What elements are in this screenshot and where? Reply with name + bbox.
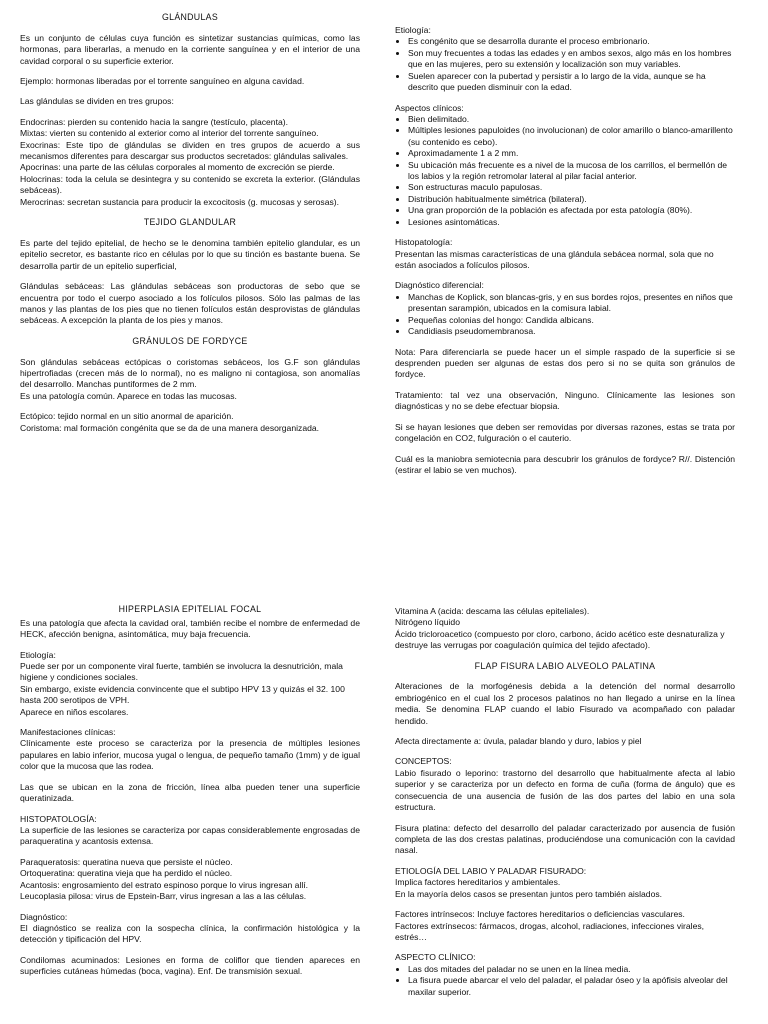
paragraph-nota: Nota: Para diferenciarla se puede hacer un el simple raspado de la superficie si se desprenden pueden ser algunas de estas dos pero si no se quita son gránulos de fordyce. xyxy=(395,346,735,380)
manifestaciones-block xyxy=(20,727,360,773)
paragraph-tratamiento: Tratamiento: tal vez una observación, Ninguno. Clínicamente las lesiones son diagnósticas y no se debe efectuar biopsia. xyxy=(395,389,735,412)
text-coristoma: Coristoma: mal formación congénita que se da de una manera desorganizada. xyxy=(20,422,320,433)
paragraph-grupos: Las glándulas se dividen en tres grupos: xyxy=(20,96,174,107)
histopatologia-block xyxy=(20,814,360,848)
text-ectopico: Ectópico: tejido normal en un sitio anormal de aparición. xyxy=(20,411,234,422)
text-labio-fisurado: Labio fisurado o leporino: trastorno del desarrollo que habitualmente afecta al labio superior y se caracteriza por un defecto en forma de cuña (forma de ángulo) que es consecuencia de una ausencia de fusión de las dos partes del labio en una sola estructura. xyxy=(395,767,735,813)
text-vitamina-a: Vitamina A (acida: descama las células epiteliales). xyxy=(395,606,590,616)
list-diagnostico xyxy=(395,292,735,338)
text-histopatologia: Presentan las mismas características de una glándula sebácea normal, sola que no están asociados a folículos pilosos. xyxy=(395,248,714,271)
heading-tejido-glandular: TEJIDO GLANDULAR xyxy=(143,217,237,228)
list-item: • La fisura puede abarcar el velo del paladar, el paladar óseo y la apófisis alveolar del maxilar superior. xyxy=(408,975,735,998)
text-etiologia-1: Implica factores hereditarios y ambientales. xyxy=(395,877,561,888)
column-fordyce-clinica xyxy=(395,25,735,485)
factores-block xyxy=(395,909,735,943)
text-diagnostico: El diagnóstico se realiza con la sospecha clínica, la confirmación histológica y la detección y tipificación del HPV. xyxy=(20,922,360,945)
label-aspectos-clinicos: Aspectos clínicos: xyxy=(395,102,464,113)
list-item: • Distribución habitualmente simétrica (bilateral). xyxy=(408,194,735,205)
text-paraqueratosis: Paraqueratosis: queratina nueva que persiste el núcleo. xyxy=(20,856,233,867)
text-manifestaciones: Clínicamente este proceso se caracteriza por la presencia de múltiples lesiones papulares en labio inferior, mucosa yugal o lengua, de pequeño tamaño (1mm) y de igual color que la mucosa que las rodea. xyxy=(20,738,360,772)
text-etiologia-2: Sin embargo, existe evidencia convincente que el subtipo HPV 13 y quizás el 32. 100 hasta 200 serotipos de VPH. xyxy=(20,683,345,706)
list-item: • Candidiasis pseudomembranosa. xyxy=(408,326,735,337)
label-diagnostico-diferencial: Diagnóstico diferencial: xyxy=(395,280,484,291)
etiologia-block xyxy=(395,866,735,900)
heading-glandulas: GLÁNDULAS xyxy=(162,12,218,22)
list-item: • Pequeñas colonias del hongo: Candida albicans. xyxy=(408,315,735,326)
list-aspecto-clinico xyxy=(395,964,735,998)
diagnostico-block xyxy=(20,912,360,946)
paragraph-condilomas: Condilomas acuminados: Lesiones en forma de coliflor que tienden apareces en superficies cutáneas húmedas (boca, vagina). Enf. De transmisión sexual. xyxy=(20,954,360,977)
text-ortoqueratina: Ortoqueratina: queratina vieja que ha perdido el núcleo. xyxy=(20,868,233,879)
text-etiologia-1: Puede ser por un componente viral fuerte, también se involucra la desnutrición, mala higiene y condiciones sociales. xyxy=(20,660,343,683)
column-hiperplasia xyxy=(20,604,360,987)
list-item: • Su ubicación más frecuente es a nivel de la mucosa de los carrillos, el bermellón de los labios y la región retromolar lateral al pilar facial anterior. xyxy=(408,160,735,183)
text-nitrogeno: Nitrógeno líquido xyxy=(395,617,460,628)
label-aspecto-clinico: ASPECTO CLÍNICO: xyxy=(395,952,476,963)
list-item: • Múltiples lesiones papuloides (no involucionan) de color amarillo o blanco-amarillento (su contenido es cebo). xyxy=(408,125,735,148)
paragraph-sebaceas: Glándulas sebáceas: Las glándulas sebáceas son productoras de sebo que se encuentra por todo el cuerpo asociado a los folículos pilosos. Sólo las palmas de las manos y las plantas de los pies que no tienen folículos están desprovistas de glándulas sebáceas. A excepción la planta de los pies y manos. xyxy=(20,281,360,326)
text-merocrinas: Merocrinas: secretan sustancia para producir la excocitosis (g. mucosas y serosas). xyxy=(20,196,340,207)
label-etiologia: Etiología: xyxy=(395,25,431,35)
heading-flap: FLAP FISURA LABIO ALVEOLO PALATINA xyxy=(474,660,656,671)
paragraph-definicion: Es una patología que afecta la cavidad oral, también recibe el nombre de enfermedad de HECK, afección benigna, asintomática, muy baja frecuencia. xyxy=(20,617,360,640)
paragraph-comun: Es una patología común. Aparece en todas las mucosas. xyxy=(20,390,237,401)
column-glandulas xyxy=(20,12,360,443)
histopatologia-block xyxy=(395,237,735,271)
list-item: • Las dos mitades del paladar no se unen en la línea media. xyxy=(408,964,735,975)
column-flap xyxy=(395,606,735,1007)
list-item: • Una gran proporción de la población es afectada por esta patología (80%). xyxy=(408,205,735,216)
list-item: • Bien delimitado. xyxy=(408,114,735,125)
text-acido: Ácido tricloroacetico (compuesto por cloro, carbono, ácido acético este desnaturaliza y destruye las verrugas por coagulación química del tejido afectado). xyxy=(395,628,725,651)
text-leucoplasia: Leucoplasia pilosa: virus de Epstein-Barr, virus ingresan a las a las células. xyxy=(20,891,307,902)
heading-granulos-fordyce: GRÁNULOS DE FORDYCE xyxy=(132,335,248,346)
paragraph-definicion: Es un conjunto de células cuya función es sintetizar sustancias químicas, como las hormonas, para liberarlas, a menudo en la corriente sanguínea y en el interior de una cavidad corporal o su superficie exterior. xyxy=(20,32,360,66)
paragraph-alteraciones: Alteraciones de la morfogénesis debida a la detención del normal desarrollo embriogénico en el cual los 2 procesos palatinos no han llegado a unirse en la línea media. Se denomina FLAP cuando el labio Fisurado va acompañado con paladar hendido. xyxy=(395,681,735,726)
label-histopatologia: HISTOPATOLOGÍA: xyxy=(20,813,97,824)
text-histopatologia: La superficie de las lesiones se caracteriza por capas considerablemente engrosadas de paraqueratina y acantosis extensa. xyxy=(20,825,360,847)
definitions-block xyxy=(20,411,360,434)
text-exocrinas: Exocrinas: Este tipo de glándulas se dividen en tres grupos de acuerdo a sus mecanismos diferentes para descargar sus productos secretados: glándulas salivales. xyxy=(20,139,360,162)
label-conceptos: CONCEPTOS: xyxy=(395,756,452,767)
text-mixtas: Mixtas: vierten su contenido al exterior como al interior del torrente sanguíneo. xyxy=(20,128,319,139)
label-manifestaciones: Manifestaciones clínicas: xyxy=(20,727,116,738)
text-extrinsecos: Factores extrínsecos: fármacos, drogas, alcohol, radiaciones, infecciones virales, estrés… xyxy=(395,920,705,942)
terms-block xyxy=(20,857,360,903)
paragraph-friccion: Las que se ubican en la zona de fricción, línea alba pueden tener una superficie queratinizada. xyxy=(20,781,360,804)
list-item: • Es congénito que se desarrolla durante el proceso embrionario. xyxy=(408,36,735,47)
paragraph-tejido: Es parte del tejido epitelial, de hecho se le denomina también epitelio glandular, es un epitelio secretor, es bastante rico en células por lo que su tinción es bastante buena. Se desarrolla partir de un epitelio superficial, xyxy=(20,237,360,271)
text-endocrinas: Endocrinas: pierden su contenido hacia la sangre (testículo, placenta). xyxy=(20,116,289,127)
heading-etiologia: ETIOLOGÍA DEL LABIO Y PALADAR FISURADO: xyxy=(395,865,587,876)
list-aspectos xyxy=(395,114,735,228)
etiologia-block xyxy=(20,650,360,719)
fordyce-block xyxy=(20,357,360,403)
label-diagnostico: Diagnóstico: xyxy=(20,911,68,922)
text-intrinsecos: Factores intrínsecos: Incluye factores hereditarios o deficiencias vasculares. xyxy=(395,909,685,920)
list-item: • Son estructuras maculo papulosas. xyxy=(408,182,735,193)
label-histopatologia: Histopatología: xyxy=(395,237,453,248)
text-etiologia-2: En la mayoría delos casos se presentan juntos pero también aislados. xyxy=(395,888,663,899)
list-item: • Manchas de Koplick, son blancas-gris, y en sus bordes rojos, presentes en niños que presentan sarampión, ubicados en la comisura labial. xyxy=(408,292,735,315)
text-apocrinas: Apocrinas: una parte de las células corporales al momento de excreción se pierde. xyxy=(20,162,335,173)
paragraph-afecta: Afecta directamente a: úvula, paladar blando y duro, labios y piel xyxy=(395,736,642,747)
paragraph-fordyce: Son glándulas sebáceas ectópicas o coristomas sebáceos, los G.F son glándulas hipertrofiadas (crecen más de lo normal), no es maligno ni contagiosa, son anomalías del desarrollo. Manchas puntiformes de 2 mm. xyxy=(20,356,360,390)
text-etiologia-3: Aparece en niños escolares. xyxy=(20,706,129,717)
paragraph-pregunta: Cuál es la maniobra semiotecnia para descubrir los gránulos de fordyce? R//. Distención (estirar el labio se ven muchos). xyxy=(395,453,735,475)
gland-types-block xyxy=(20,117,360,208)
heading-hiperplasia: HIPERPLASIA EPITELIAL FOCAL xyxy=(118,604,262,614)
tratamiento-list-block xyxy=(395,606,735,652)
text-holocrinas: Holocrinas: toda la celula se desintegra y su contenido se excreta la exterior. (Glándulas sebáceas). xyxy=(20,173,360,196)
text-acantosis: Acantosis: engrosamiento del estrato espinoso porque lo virus ingresan allí. xyxy=(20,879,309,890)
paragraph-fisura-platina: Fisura platina: defecto del desarrollo del paladar caracterizado por ausencia de fusión completa de las dos crestas palatinas, produciéndose una comunicación con la cavidad nasal. xyxy=(395,822,735,856)
list-etiologia xyxy=(395,36,735,93)
list-item: • Aproximadamente 1 a 2 mm. xyxy=(408,148,735,159)
list-item: • Suelen aparecer con la pubertad y persistir a lo largo de la vida, aunque se ha descrito que pueden disminuir con la edad. xyxy=(408,71,735,94)
paragraph-ejemplo: Ejemplo: hormonas liberadas por el torrente sanguíneo en alguna cavidad. xyxy=(20,75,305,86)
list-item: • Son muy frecuentes a todas las edades y en ambos sexos, algo más en los hombres que en las mujeres, pero su extensión y localización son muy variables. xyxy=(408,48,735,71)
list-item: • Lesiones asintomáticas. xyxy=(408,217,735,228)
label-etiologia: Etiología: xyxy=(20,649,56,660)
paragraph-remocion: Si se hayan lesiones que deben ser removidas por diversas razones, estas se trata por congelación en CO2, fulguración o el cauterio. xyxy=(395,421,735,444)
conceptos-block xyxy=(395,756,735,813)
